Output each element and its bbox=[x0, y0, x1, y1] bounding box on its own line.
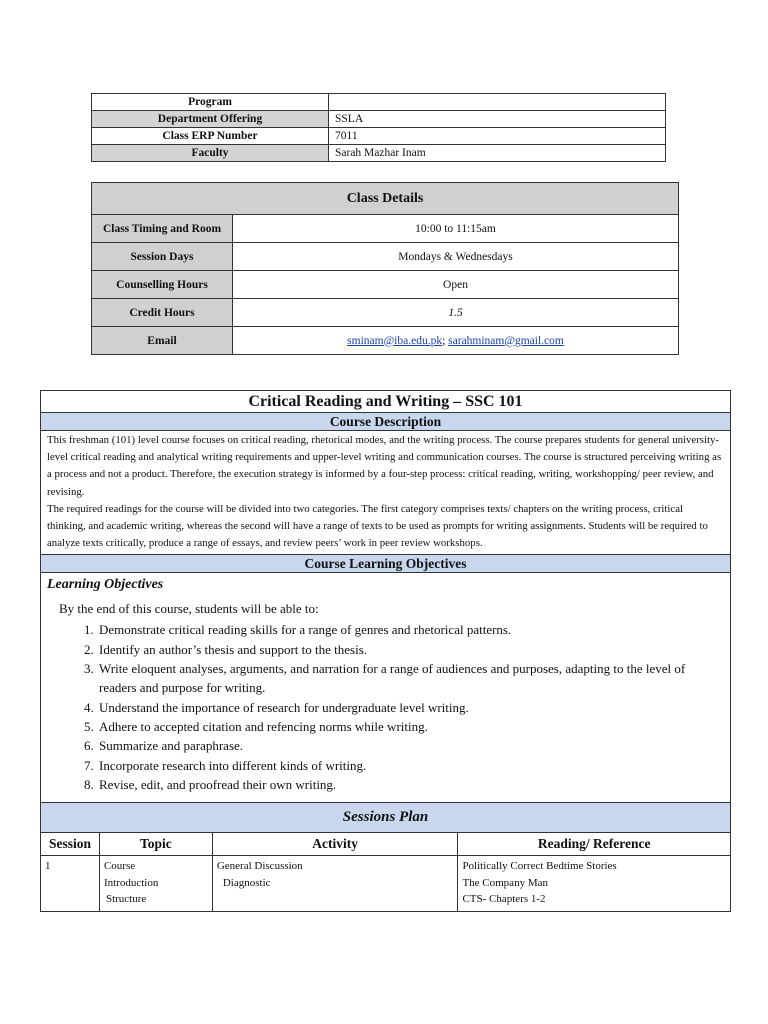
column-header-topic: Topic bbox=[99, 833, 212, 856]
email-link-iba[interactable]: sminam@iba.edu.pk bbox=[347, 334, 443, 347]
course-table bbox=[40, 390, 731, 912]
faculty-label: Faculty bbox=[92, 145, 329, 162]
learning-objective-item: 8. Revise, edit, and proofread their own writing. bbox=[97, 775, 724, 794]
course-title: Critical Reading and Writing – SSC 101 bbox=[41, 391, 731, 413]
email-label: Email bbox=[92, 327, 233, 355]
credit-hours-value: 1.5 bbox=[233, 299, 679, 327]
class-timing-value: 10:00 to 11:15am bbox=[233, 215, 679, 243]
session-days-label: Session Days bbox=[92, 243, 233, 271]
sessions-plan-columns bbox=[41, 833, 731, 856]
reading-line: Politically Correct Bedtime Stories bbox=[462, 860, 617, 873]
activity-line: Diagnostic bbox=[222, 876, 271, 889]
learning-objective-item: 2. Identify an author’s thesis and support to the thesis. bbox=[97, 640, 724, 659]
sessions-plan-header: Sessions Plan bbox=[41, 803, 731, 833]
learning-objective-item: 7. Incorporate research into different kinds of writing. bbox=[97, 756, 724, 775]
faculty-row bbox=[92, 145, 666, 162]
email-row bbox=[92, 327, 679, 355]
column-header-reading: Reading/ Reference bbox=[458, 833, 731, 856]
counselling-row bbox=[92, 271, 679, 299]
class-timing-row bbox=[92, 215, 679, 243]
credit-hours-row bbox=[92, 299, 679, 327]
course-description-paragraph-1: This freshman (101) level course focuses on critical reading, rhetorical modes, and the writing process. The course prepares students for general university-level critical reading and analytical writing requirements and upper-level writing and communication courses. The course is structured perceiving writing as a process and not a product. Therefore, the execution strategy is informed by a four-step process: critical reading, writing, workshopping/ peer review, and revising. bbox=[47, 434, 722, 498]
learning-objective-item: 4. Understand the importance of research for undergraduate level writing. bbox=[97, 698, 724, 717]
learning-objectives-intro: By the end of this course, students will be able to: bbox=[59, 601, 319, 617]
class-details-header: Class Details bbox=[92, 183, 679, 215]
learning-objective-item: 3. Write eloquent analyses, arguments, and narration for a range of audiences and purposes, adapting to the level of readers and purpose for writing. bbox=[97, 659, 724, 698]
email-link-gmail[interactable]: sarahminam@gmail.com bbox=[448, 334, 564, 347]
email-separator: ; bbox=[442, 334, 446, 347]
column-header-activity: Activity bbox=[212, 833, 458, 856]
session-topic bbox=[99, 856, 212, 912]
topic-line: Introduction bbox=[103, 876, 159, 889]
counselling-value: Open bbox=[233, 271, 679, 299]
course-description bbox=[41, 431, 731, 555]
credit-hours-label: Credit Hours bbox=[92, 299, 233, 327]
learning-objectives-header: Course Learning Objectives bbox=[41, 555, 731, 573]
erp-value: 7011 bbox=[329, 128, 666, 145]
session-days-row bbox=[92, 243, 679, 271]
erp-row bbox=[92, 128, 666, 145]
program-value bbox=[329, 94, 666, 111]
program-info-table bbox=[91, 93, 666, 162]
session-reading bbox=[458, 856, 731, 912]
email-value bbox=[233, 327, 679, 355]
learning-objective-item: 1. Demonstrate critical reading skills for a range of genres and rhetorical patterns. bbox=[97, 620, 724, 639]
department-label: Department Offering bbox=[92, 111, 329, 128]
topic-line: Course bbox=[103, 860, 136, 873]
counselling-label: Counselling Hours bbox=[92, 271, 233, 299]
course-description-header: Course Description bbox=[41, 413, 731, 431]
learning-objective-item: 6. Summarize and paraphrase. bbox=[97, 736, 724, 755]
learning-objectives-section bbox=[41, 573, 731, 803]
department-value: SSLA bbox=[329, 111, 666, 128]
erp-label: Class ERP Number bbox=[92, 128, 329, 145]
department-row bbox=[92, 111, 666, 128]
reading-line: The Company Man bbox=[462, 876, 548, 889]
column-header-session: Session bbox=[41, 833, 100, 856]
program-row bbox=[92, 94, 666, 111]
learning-objective-item: 5. Adhere to accepted citation and refencing norms while writing. bbox=[97, 717, 724, 736]
faculty-value: Sarah Mazhar Inam bbox=[329, 145, 666, 162]
session-days-value: Mondays & Wednesdays bbox=[233, 243, 679, 271]
reading-line: CTS- Chapters 1-2 bbox=[462, 893, 546, 906]
session-activity bbox=[212, 856, 458, 912]
table-row bbox=[41, 856, 731, 912]
session-number: 1 bbox=[41, 856, 100, 912]
topic-line: Structure bbox=[105, 893, 147, 906]
course-description-paragraph-2: The required readings for the course will be divided into two categories. The first category comprises texts/ chapters on the writing process, critical thinking, and academic writing, whereas the second will have a range of texts to be used as prompts for writing assignments. Students will be required to analyze texts critically, produce a range of essays, and review peers’ work in peer review workshops. bbox=[47, 502, 708, 550]
learning-objectives-title: Learning Objectives bbox=[47, 577, 164, 593]
class-details-table bbox=[91, 182, 679, 355]
learning-objectives-list bbox=[73, 620, 724, 794]
activity-line: General Discussion bbox=[216, 860, 303, 873]
class-timing-label: Class Timing and Room bbox=[92, 215, 233, 243]
program-label: Program bbox=[92, 94, 329, 111]
